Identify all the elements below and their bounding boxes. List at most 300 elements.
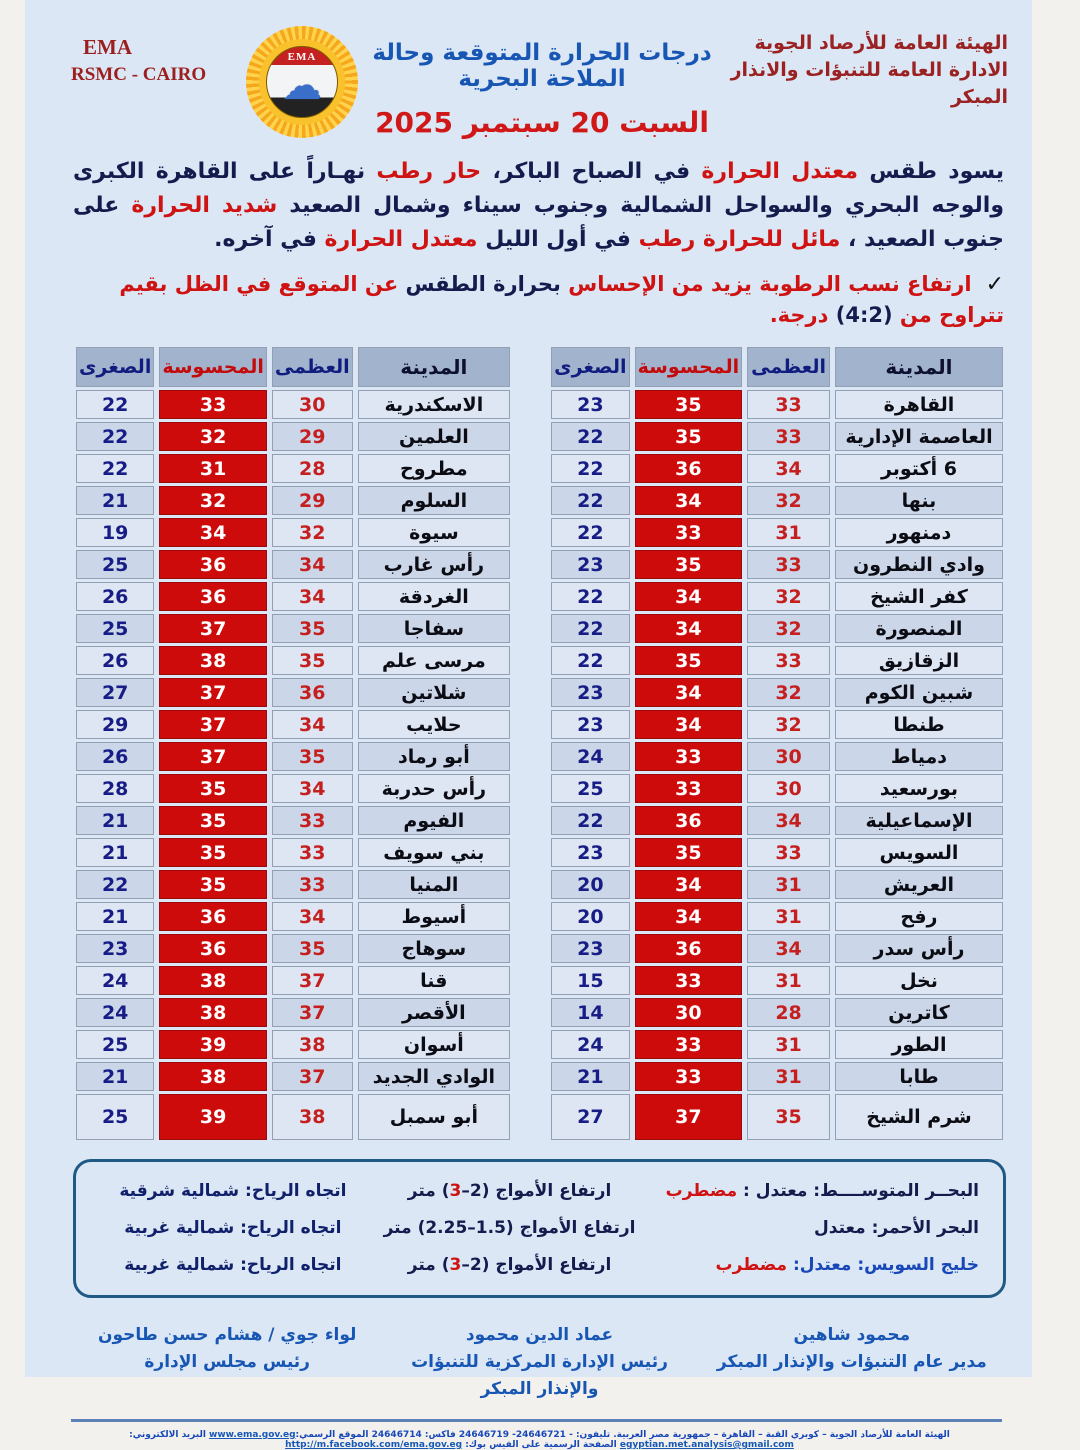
text-segment: (2.25–1.5) — [417, 1217, 514, 1238]
org-line-2: الادارة العامة للتنبؤات والانذار المبكر — [730, 59, 1008, 108]
min-cell: 27 — [76, 678, 154, 707]
feels-cell: 37 — [635, 1094, 743, 1140]
table-row — [76, 422, 510, 451]
table-header-row — [551, 347, 1003, 387]
feels-cell: 33 — [635, 966, 743, 995]
signature-title: رئيس مجلس الإدارة — [144, 1352, 310, 1372]
city-cell: 6 أكتوبر — [835, 454, 1003, 483]
table-row — [551, 838, 1003, 867]
max-cell: 35 — [272, 646, 353, 675]
feels-cell: 39 — [159, 1094, 267, 1140]
ema-rsmc-label — [71, 26, 246, 88]
text-segment: البحر الأحمر: معتدل — [814, 1217, 979, 1238]
feels-cell: 38 — [159, 646, 267, 675]
text-segment: البريد الالكتروني: — [129, 1430, 210, 1440]
min-cell: 24 — [551, 742, 630, 771]
feels-cell: 37 — [159, 678, 267, 707]
feels-cell: 35 — [635, 422, 743, 451]
feels-cell: 34 — [635, 902, 743, 931]
feels-cell: 31 — [159, 454, 267, 483]
text-segment: معتدل الحرارة — [690, 159, 859, 184]
max-cell: 32 — [272, 518, 353, 547]
city-cell: دمياط — [835, 742, 1003, 771]
text-segment: في آخره. — [214, 227, 317, 252]
rsmc-cairo-label: RSMC - CAIRO — [71, 64, 207, 85]
min-cell: 24 — [76, 998, 154, 1027]
max-cell: 34 — [747, 934, 830, 963]
header-center — [246, 26, 726, 139]
text-segment: egyptian.met.analysis@gmail.com — [619, 1440, 794, 1450]
feels-cell: 37 — [159, 614, 267, 643]
table-row — [551, 614, 1003, 643]
footer-link[interactable] — [209, 1430, 295, 1440]
feels-cell: 33 — [635, 742, 743, 771]
city-cell: أسوان — [358, 1030, 510, 1059]
city-cell: رأس حدربة — [358, 774, 510, 803]
text-segment: في أول الليل — [477, 227, 631, 252]
min-cell: 22 — [551, 518, 630, 547]
min-cell: 20 — [551, 902, 630, 931]
city-cell: سيوة — [358, 518, 510, 547]
table-row — [551, 934, 1003, 963]
table-row — [551, 486, 1003, 515]
table-row — [551, 454, 1003, 483]
min-cell: 21 — [76, 902, 154, 931]
text-segment — [372, 1430, 422, 1440]
text-segment: خليج السويس: معتدل: — [787, 1254, 979, 1275]
text-segment: ارتفاع الأمواج — [489, 1180, 612, 1201]
max-cell: 28 — [747, 998, 830, 1027]
feels-cell: 36 — [159, 550, 267, 579]
max-cell: 34 — [747, 454, 830, 483]
city-cell: نخل — [835, 966, 1003, 995]
table-row — [76, 710, 510, 739]
min-cell: 22 — [551, 806, 630, 835]
max-cell: 38 — [272, 1094, 353, 1140]
logo-ema-text: EMA — [287, 51, 317, 63]
city-cell: كاترين — [835, 998, 1003, 1027]
table-row — [551, 1062, 1003, 1091]
feels-cell: 35 — [159, 838, 267, 867]
text-segment — [459, 1430, 566, 1440]
table-row — [76, 518, 510, 547]
max-cell: 32 — [747, 614, 830, 643]
text-segment: –2) — [461, 1180, 490, 1201]
table-row — [551, 390, 1003, 419]
text-segment: 3 — [449, 1254, 462, 1275]
max-cell: 31 — [747, 518, 830, 547]
min-cell: 23 — [551, 934, 630, 963]
min-cell: 21 — [76, 1062, 154, 1091]
city-cell: مطروح — [358, 454, 510, 483]
min-cell: 22 — [76, 454, 154, 483]
text-segment: مضطرب — [665, 1180, 738, 1201]
max-cell: 33 — [747, 646, 830, 675]
city-cell: الغردقة — [358, 582, 510, 611]
wave-height — [370, 1181, 649, 1201]
city-cell: أسيوط — [358, 902, 510, 931]
max-cell: 28 — [272, 454, 353, 483]
min-cell: 22 — [551, 614, 630, 643]
min-cell: 26 — [76, 742, 154, 771]
city-cell: الطور — [835, 1030, 1003, 1059]
city-cell: سفاجا — [358, 614, 510, 643]
max-cell: 29 — [272, 486, 353, 515]
table-row — [76, 614, 510, 643]
feels-cell: 38 — [159, 966, 267, 995]
text-segment: بحرارة الطقس — [398, 272, 561, 296]
table-row — [551, 870, 1003, 899]
text-segment: 3 — [449, 1180, 462, 1201]
document-date: السبت 20 سبتمبر 2025 — [375, 106, 709, 139]
feels-cell: 33 — [635, 1030, 743, 1059]
min-cell: 20 — [551, 870, 630, 899]
min-cell: 21 — [76, 806, 154, 835]
text-segment: الصفحة الرسمية على الفيس بوك: — [462, 1440, 620, 1450]
min-cell: 24 — [76, 966, 154, 995]
feels-cell: 30 — [635, 998, 743, 1027]
max-cell: 34 — [272, 774, 353, 803]
wind-direction: اتجاه الرياح: شمالية شرقية — [119, 1180, 347, 1201]
ema-logo-icon — [246, 26, 358, 138]
city-cell: المنصورة — [835, 614, 1003, 643]
table-row — [76, 998, 510, 1027]
table-row — [76, 806, 510, 835]
signature-block — [696, 1322, 1008, 1403]
text-segment: (4:2) — [835, 303, 893, 327]
text-segment: فاكس: — [421, 1430, 459, 1440]
min-cell: 21 — [76, 486, 154, 515]
city-cell: السلوم — [358, 486, 510, 515]
max-cell: 31 — [747, 870, 830, 899]
table-row — [551, 518, 1003, 547]
text-segment: ( — [441, 1180, 450, 1201]
marine-row — [96, 1172, 979, 1209]
temperature-table-cairo-sinai — [546, 344, 1008, 1143]
table-row — [76, 742, 510, 771]
feels-cell: 34 — [635, 870, 743, 899]
feels-cell: 33 — [159, 390, 267, 419]
marine-row — [96, 1246, 979, 1283]
max-cell: 30 — [747, 774, 830, 803]
checkmark-icon: ✓ — [985, 272, 1004, 297]
table-row — [76, 550, 510, 579]
table-header-row — [76, 347, 510, 387]
wind-direction: اتجاه الرياح: شمالية غربية — [124, 1217, 342, 1238]
max-cell: 33 — [272, 870, 353, 899]
min-cell: 22 — [551, 486, 630, 515]
city-cell: حلايب — [358, 710, 510, 739]
max-cell: 31 — [747, 1062, 830, 1091]
text-segment: www.ema.gov.eg — [209, 1430, 296, 1440]
text-segment: متر — [383, 1217, 418, 1238]
text-segment — [836, 303, 893, 327]
max-cell: 33 — [747, 390, 830, 419]
city-cell: السويس — [835, 838, 1003, 867]
signature-name: لواء جوي / هشام حسن طاحون — [97, 1325, 357, 1345]
text-segment: حار رطب — [365, 159, 482, 184]
max-cell: 34 — [272, 550, 353, 579]
organization-name — [726, 26, 1008, 111]
table-row — [551, 742, 1003, 771]
city-cell: العريش — [835, 870, 1003, 899]
text-segment: شديد الحرارة — [119, 193, 278, 218]
feels-cell: 36 — [635, 806, 743, 835]
max-cell: 30 — [747, 742, 830, 771]
feels-cell: 35 — [635, 838, 743, 867]
max-cell: 32 — [747, 710, 830, 739]
feels-cell: 34 — [635, 678, 743, 707]
max-cell: 38 — [272, 1030, 353, 1059]
max-cell: 31 — [747, 1030, 830, 1059]
max-cell: 37 — [272, 966, 353, 995]
city-cell: الزقازيق — [835, 646, 1003, 675]
table-row — [551, 998, 1003, 1027]
min-cell: 23 — [551, 678, 630, 707]
city-cell: القاهرة — [835, 390, 1003, 419]
feels-cell: 35 — [635, 550, 743, 579]
min-cell: 15 — [551, 966, 630, 995]
feels-cell: 35 — [635, 646, 743, 675]
text-segment: ارتفاع الأمواج — [513, 1217, 636, 1238]
feels-cell: 36 — [635, 934, 743, 963]
feels-cell: 36 — [635, 454, 743, 483]
signature-name: محمود شاهين — [793, 1325, 911, 1345]
table-row — [76, 582, 510, 611]
marine-row — [96, 1209, 979, 1246]
text-segment: يسود طقس — [858, 159, 1005, 184]
text-segment: مضطرب — [715, 1254, 788, 1275]
humidity-note — [71, 269, 1004, 330]
city-cell: بورسعيد — [835, 774, 1003, 803]
table-row — [551, 646, 1003, 675]
text-segment: http://m.facebook.com/ema.gov.eg — [285, 1440, 463, 1450]
table-row — [76, 646, 510, 675]
max-cell: 35 — [272, 934, 353, 963]
min-cell: 23 — [551, 710, 630, 739]
max-cell: 33 — [747, 422, 830, 451]
city-cell: رفح — [835, 902, 1003, 931]
max-cell: 32 — [747, 678, 830, 707]
min-cell: 24 — [551, 1030, 630, 1059]
ema-label: EMA — [83, 35, 132, 59]
max-cell: 32 — [747, 582, 830, 611]
min-cell: 21 — [76, 838, 154, 867]
column-header-feels: المحسوسة — [159, 347, 267, 387]
wave-height — [370, 1255, 649, 1275]
text-segment: ارتفاع الأمواج — [489, 1254, 612, 1275]
text-segment: –2) — [461, 1254, 490, 1275]
table-row — [76, 678, 510, 707]
text-segment: متر — [407, 1254, 442, 1275]
city-cell: طنطا — [835, 710, 1003, 739]
min-cell: 25 — [76, 614, 154, 643]
min-cell: 25 — [551, 774, 630, 803]
table-row — [76, 390, 510, 419]
city-cell: مرسى علم — [358, 646, 510, 675]
max-cell: 34 — [272, 582, 353, 611]
table-row — [551, 774, 1003, 803]
feels-cell: 32 — [159, 422, 267, 451]
min-cell: 25 — [76, 1094, 154, 1140]
column-header-min: الصغرى — [551, 347, 630, 387]
city-cell: شرم الشيخ — [835, 1094, 1003, 1140]
document-header — [71, 26, 1008, 139]
max-cell: 33 — [747, 550, 830, 579]
table-row — [551, 550, 1003, 579]
max-cell: 31 — [747, 902, 830, 931]
feels-cell: 35 — [635, 390, 743, 419]
marine-conditions-box — [73, 1159, 1006, 1298]
feels-cell: 34 — [635, 614, 743, 643]
signature-block — [383, 1322, 695, 1403]
text-segment: 24646719 -24646721 — [458, 1430, 566, 1440]
text-segment: 24646714 — [371, 1430, 422, 1440]
text-segment: مائل للحرارة رطب — [630, 227, 841, 252]
city-cell: العلمين — [358, 422, 510, 451]
footer-link[interactable] — [620, 1440, 794, 1450]
feels-cell: 34 — [159, 518, 267, 547]
min-cell: 28 — [76, 774, 154, 803]
sea-state — [649, 1181, 979, 1201]
min-cell: 27 — [551, 1094, 630, 1140]
max-cell: 36 — [272, 678, 353, 707]
footer-contact-line — [71, 1430, 1008, 1450]
max-cell: 37 — [272, 998, 353, 1027]
min-cell: 25 — [76, 550, 154, 579]
city-cell: بنها — [835, 486, 1003, 515]
max-cell: 31 — [747, 966, 830, 995]
city-cell: كفر الشيخ — [835, 582, 1003, 611]
city-cell: الفيوم — [358, 806, 510, 835]
max-cell: 34 — [272, 902, 353, 931]
min-cell: 26 — [76, 646, 154, 675]
text-segment: في الصباح الباكر، — [481, 159, 691, 184]
humidity-note-text — [119, 272, 1004, 327]
column-header-max: العظمى — [272, 347, 353, 387]
signatures — [71, 1322, 1008, 1403]
text-segment — [442, 1255, 490, 1275]
min-cell: 22 — [76, 870, 154, 899]
feels-cell: 33 — [635, 774, 743, 803]
flag-globe-icon — [266, 46, 338, 118]
table-row — [76, 1062, 510, 1091]
column-header-city: المدينة — [835, 347, 1003, 387]
max-cell: 34 — [747, 806, 830, 835]
min-cell: 23 — [551, 390, 630, 419]
max-cell: 35 — [272, 742, 353, 771]
column-header-city: المدينة — [358, 347, 510, 387]
city-cell: الإسماعيلية — [835, 806, 1003, 835]
table-row — [551, 966, 1003, 995]
feels-cell: 34 — [635, 710, 743, 739]
table-row — [551, 422, 1003, 451]
city-cell: أبو سمبل — [358, 1094, 510, 1140]
min-cell: 22 — [551, 582, 630, 611]
feels-cell: 39 — [159, 1030, 267, 1059]
column-header-max: العظمى — [747, 347, 830, 387]
wind-direction: اتجاه الرياح: شمالية غربية — [124, 1254, 342, 1275]
text-segment: متر — [407, 1180, 442, 1201]
text-segment: ( — [441, 1254, 450, 1275]
table-row — [551, 806, 1003, 835]
feels-cell: 35 — [159, 806, 267, 835]
feels-cell: 34 — [635, 486, 743, 515]
table-row — [76, 774, 510, 803]
table-row — [76, 454, 510, 483]
max-cell: 30 — [272, 390, 353, 419]
forecast-paragraph — [73, 155, 1004, 257]
text-segment: الهيئة العامة للأرصاد الجوية – كوبري القبة – القاهرة – جمهورية مصر العربية. تليفون: - — [565, 1430, 950, 1440]
text-segment: البحــر المتوســــط: معتدل : — [737, 1180, 979, 1201]
signature-title: رئيس الإدارة المركزية للتنبؤات والإنذار المبكر — [411, 1352, 668, 1399]
text-segment: درجة. — [769, 303, 836, 327]
min-cell: 22 — [76, 422, 154, 451]
table-row — [76, 966, 510, 995]
table-row — [76, 934, 510, 963]
column-header-min: الصغرى — [76, 347, 154, 387]
feels-cell: 36 — [159, 902, 267, 931]
signature-name: عماد الدين محمود — [465, 1325, 614, 1345]
column-header-feels: المحسوسة — [635, 347, 743, 387]
max-cell: 33 — [272, 838, 353, 867]
min-cell: 26 — [76, 582, 154, 611]
text-segment: نهـاراً على القاهرة الكبرى والوجه البحري والسواحل الشمالية وجنوب سيناء وشمال الصعيد — [73, 159, 1004, 218]
sea-state — [649, 1255, 979, 1275]
city-cell: أبو رماد — [358, 742, 510, 771]
min-cell: 21 — [551, 1062, 630, 1091]
min-cell: 19 — [76, 518, 154, 547]
text-segment — [418, 1218, 514, 1238]
text-segment: الموقع الرسمي: — [295, 1430, 372, 1440]
city-cell: شلاتين — [358, 678, 510, 707]
table-row — [76, 902, 510, 931]
signature-block — [71, 1322, 383, 1403]
feels-cell: 33 — [635, 518, 743, 547]
table-row — [76, 1094, 510, 1140]
feels-cell: 38 — [159, 998, 267, 1027]
min-cell: 22 — [551, 454, 630, 483]
min-cell: 25 — [76, 1030, 154, 1059]
cloud-icon: ☁ — [282, 63, 322, 109]
city-cell: الوادي الجديد — [358, 1062, 510, 1091]
feels-cell: 34 — [635, 582, 743, 611]
city-cell: وادي النطرون — [835, 550, 1003, 579]
table-row — [76, 1030, 510, 1059]
max-cell: 29 — [272, 422, 353, 451]
text-segment: عن المتوقع في الظل بقيم تتراوح من — [119, 272, 1004, 327]
table-row — [551, 902, 1003, 931]
footer-divider — [71, 1419, 1002, 1422]
max-cell: 33 — [747, 838, 830, 867]
max-cell: 37 — [272, 1062, 353, 1091]
footer-link[interactable] — [285, 1440, 462, 1450]
feels-cell: 32 — [159, 486, 267, 515]
city-cell: رأس غارب — [358, 550, 510, 579]
table-row — [76, 838, 510, 867]
min-cell: 14 — [551, 998, 630, 1027]
org-line-1: الهيئة العامة للأرصاد الجوية — [754, 32, 1008, 54]
sea-state — [649, 1218, 979, 1238]
min-cell: 23 — [551, 550, 630, 579]
feels-cell: 38 — [159, 1062, 267, 1091]
feels-cell: 35 — [159, 870, 267, 899]
min-cell: 22 — [76, 390, 154, 419]
feels-cell: 36 — [159, 934, 267, 963]
city-cell: شبين الكوم — [835, 678, 1003, 707]
temperature-tables — [71, 344, 1008, 1143]
table-row — [551, 582, 1003, 611]
